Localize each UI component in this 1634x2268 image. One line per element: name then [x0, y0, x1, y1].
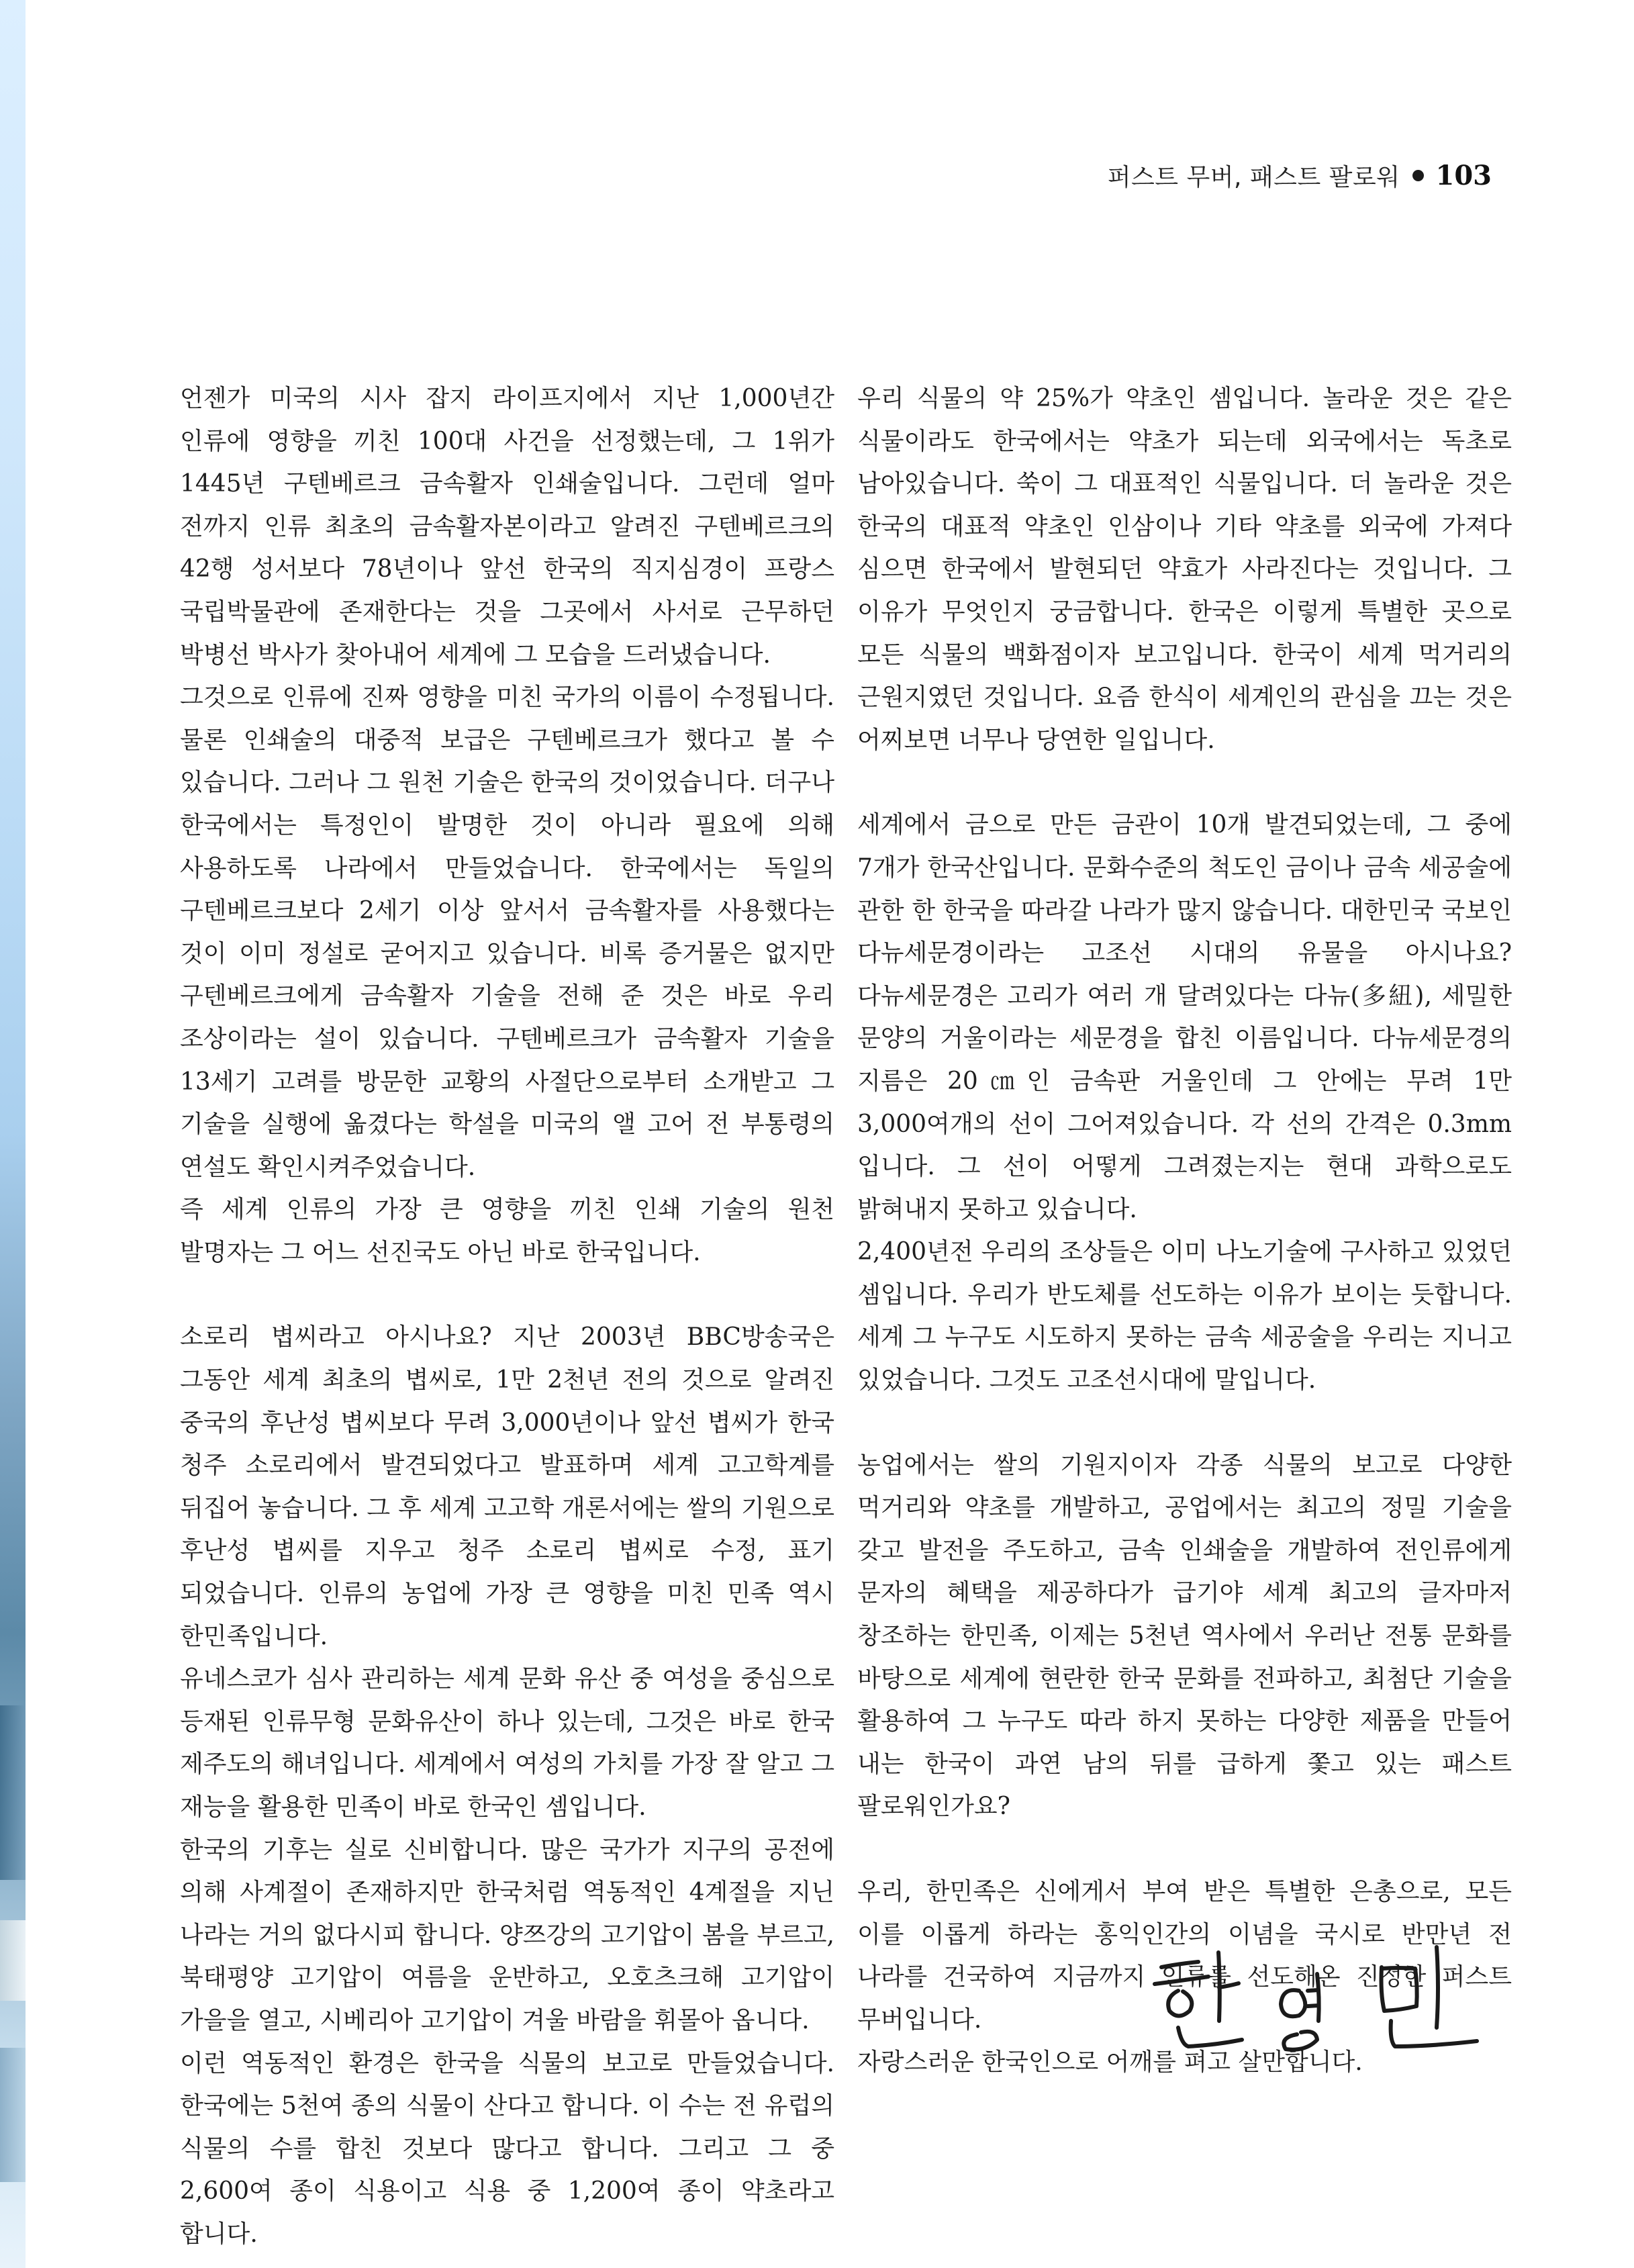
facing-page-image-strip: [0, 0, 26, 2268]
section-title: 퍼스트 무버, 패스트 팔로워: [1107, 164, 1400, 191]
running-head: [1108, 158, 1492, 193]
left-text-column: [180, 377, 834, 2256]
paragraph: 세계에서 금으로 만든 금관이 10개 발견되었는데, 그 중에 7개가 한국산입니다. 문화수준의 척도인 금이나 금속 세공술에 관한 한 한국을 따라갈 나라가 많지 않습니다. 대한민국 국보인 다뉴세문경이라는 고조선 시대의 유물을 아시나요? 다뉴세문경은 고리가 여러 개 달려있다는 다뉴(多紐), 세밀한 문양의 거울이라는 세문경을 합친 이름입니다. 다뉴세문경의 지름은 20㎝인 금속판 거울인데 그 안에는 무려 1만 3,000여개의 선이 그어져있습니다. 각 선의 간격은 0.3mm 입니다. 그 선이 어떻게 그려졌는지는 현대 과학으로도 밝혀내지 못하고 있습니다.: [857, 811, 1512, 1223]
paragraph: 농업에서는 쌀의 기원지이자 각종 식물의 보고로 다양한 먹거리와 약초를 개발하고, 공업에서는 최고의 정밀 기술을 갖고 발전을 주도하고, 금속 인쇄술을 개발하여 전인류에게 문자의 혜택을 제공하다가 급기야 세계 최고의 글자마저 창조하는 한민족, 이제는 5천년 역사에서 우러난 전통 문화를 바탕으로 세계에 현란한 한국 문화를 전파하고, 최첨단 기술을 활용하여 그 누구도 따라 하지 못하는 다양한 제품을 만들어 내는 한국이 과연 남의 뒤를 급하게 쫓고 있는 패스트 팔로워인가요?: [857, 1451, 1512, 1821]
paragraph: 자랑스러운 한국인으로 어깨를 펴고 살만합니다.: [857, 2048, 1363, 2077]
paragraph: 2,400년전 우리의 조상들은 이미 나노기술에 구사하고 있었던 셈입니다. 우리가 반도체를 선도하는 이유가 보이는 듯합니다. 세계 그 누구도 시도하지 못하는 금속 세공술을 우리는 지니고 있었습니다. 그것도 고조선시대에 말입니다.: [857, 1238, 1512, 1395]
paragraph: 한국의 기후는 실로 신비합니다. 많은 국가가 지구의 공전에 의해 사계절이 존재하지만 한국처럼 역동적인 4계절을 지닌 나라는 거의 없다시피 합니다. 양쯔강의 고기압이 봄을 부르고, 북태평양 고기압이 여름을 운반하고, 오호츠크해 고기압이 가을을 열고, 시베리아 고기압이 겨울 바람을 휘몰아 옵니다.: [180, 1836, 834, 2034]
paragraph: 유네스코가 심사 관리하는 세계 문화 유산 중 여성을 중심으로 등재된 인류무형 문화유산이 하나 있는데, 그것은 바로 한국 제주도의 해녀입니다. 세계에서 여성의 가치를 가장 잘 알고 그 재능을 활용한 민족이 바로 한국인 셈입니다.: [180, 1665, 834, 1821]
bullet-separator-icon: [1412, 170, 1424, 181]
paragraph: 우리 식물의 약 25%가 약초인 셈입니다. 놀라운 것은 같은 식물이라도 한국에서는 약초가 되는데 외국에서는 독초로 남아있습니다. 쑥이 그 대표적인 식물입니다. 더 놀라운 것은 한국의 대표적 약초인 인삼이나 기타 약초를 외국에 가져다 심으면 한국에서 발현되던 약효가 사라진다는 것입니다. 그 이유가 무엇인지 궁금합니다. 한국은 이렇게 특별한 곳으로 모든 식물의 백화점이자 보고입니다. 한국이 세계 먹거리의 근원지였던 것입니다. 요즘 한식이 세계인의 관심을 끄는 것은 어찌보면 너무나 당연한 일입니다.: [857, 385, 1512, 754]
handwritten-signature: [1141, 1927, 1517, 2054]
paragraph: 즉 세계 인류의 가장 큰 영향을 끼친 인쇄 기술의 원천 발명자는 그 어느 선진국도 아닌 바로 한국입니다.: [180, 1196, 834, 1266]
paragraph: 언젠가 미국의 시사 잡지 라이프지에서 지난 1,000년간 인류에 영향을 끼친 100대 사건을 선정했는데, 그 1위가 1445년 구텐베르크 금속활자 인쇄술입니다. 그런데 얼마 전까지 인류 최초의 금속활자본이라고 알려진 구텐베르크의 42행 성서보다 78년이나 앞선 한국의 직지심경이 프랑스 국립박물관에 존재한다는 것을 그곳에서 사서로 근무하던 박병선 박사가 찾아내어 세계에 그 모습을 드러냈습니다.: [180, 385, 834, 669]
paragraph: 우리, 한민족은 신에게서 부여 받은 특별한 은총으로, 모든 이를 이롭게 하라는 홍익인간의 이념을 국시로 반만년 전 나라를 건국하여 지금까지 인류를 선도해온 진정한 퍼스트 무버입니다.: [857, 1878, 1512, 2034]
paragraph: 이런 역동적인 환경은 한국을 식물의 보고로 만들었습니다. 한국에는 5천여 종의 식물이 산다고 합니다. 이 수는 전 유럽의 식물의 수를 합친 것보다 많다고 합니다. 그리고 그 중 2,600여 종이 식용이고 식용 중 1,200여 종이 약초라고 합니다.: [180, 2049, 834, 2248]
paragraph: 그것으로 인류에 진짜 영향을 미친 국가의 이름이 수정됩니다. 물론 인쇄술의 대중적 보급은 구텐베르크가 했다고 볼 수 있습니다. 그러나 그 원천 기술은 한국의 것이었습니다. 더구나 한국에서는 특정인이 발명한 것이 아니라 필요에 의해 사용하도록 나라에서 만들었습니다. 한국에서는 독일의 구텐베르크보다 2세기 이상 앞서서 금속활자를 사용했다는 것이 이미 정설로 굳어지고 있습니다. 비록 증거물은 없지만 구텐베르크에게 금속활자 기술을 전해 준 것은 바로 우리 조상이라는 설이 있습니다. 구텐베르크가 금속활자 기술을 13세기 고려를 방문한 교황의 사절단으로부터 소개받고 그 기술을 실행에 옮겼다는 학설을 미국의 앨 고어 전 부통령의 연설도 확인시켜주었습니다.: [180, 683, 834, 1181]
paragraph: 소로리 볍씨라고 아시나요? 지난 2003년 BBC방송국은 그동안 세계 최초의 볍씨로, 1만 2천년 전의 것으로 알려진 중국의 후난성 볍씨보다 무려 3,000년이나 앞선 볍씨가 한국 청주 소로리에서 발견되었다고 발표하며 세계 고고학계를 뒤집어 놓습니다. 그 후 세계 고고학 개론서에는 쌀의 기원으로 후난성 볍씨를 지우고 청주 소로리 볍씨로 수정, 표기 되었습니다. 인류의 농업에 가장 큰 영향을 미친 민족 역시 한민족입니다.: [180, 1323, 834, 1650]
right-text-column: [857, 377, 1512, 2084]
page-number: 103: [1435, 160, 1492, 191]
